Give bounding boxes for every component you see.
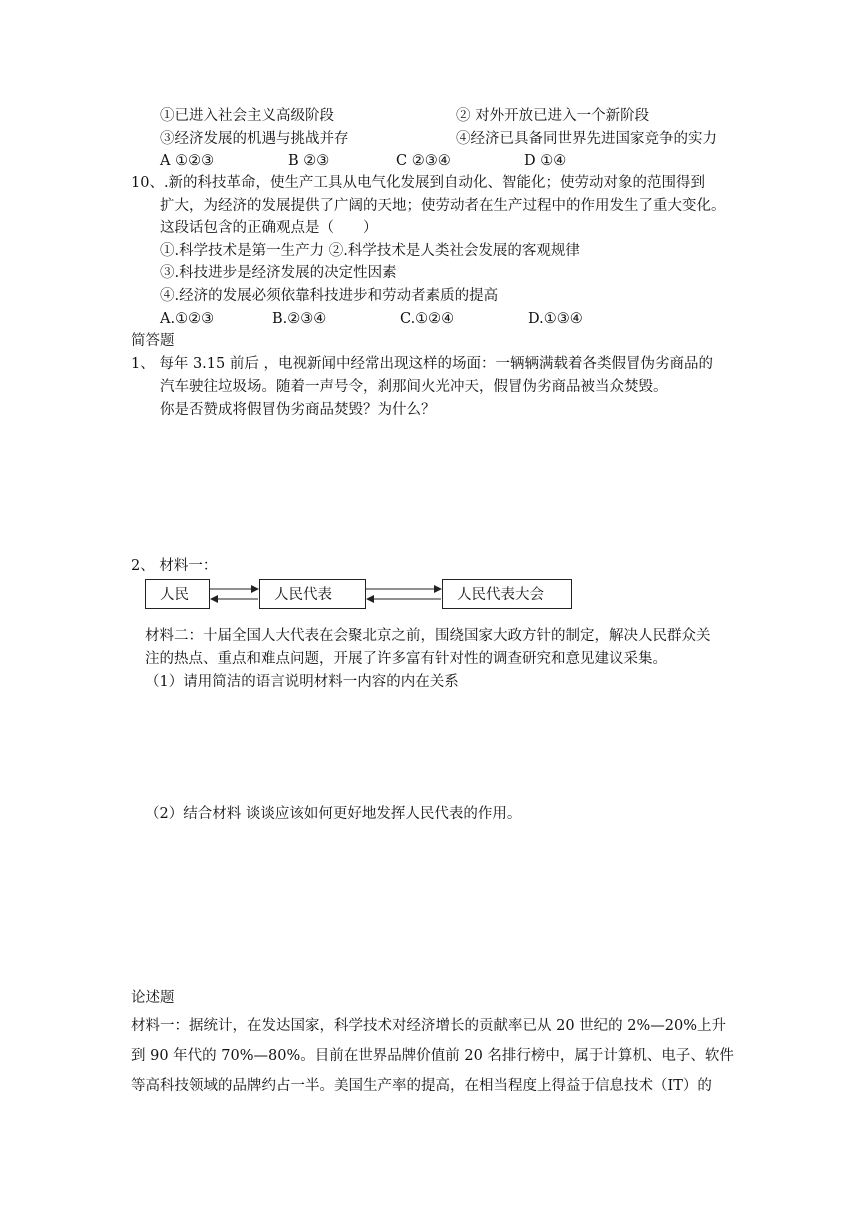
q10-option-3: ③.科技进步是经济发展的决定性因素 (160, 265, 397, 281)
sa-q2-material-2-line-2: 注的热点、重点和难点问题，开展了许多富有针对性的调查研究和意见建议采集。 (145, 651, 667, 667)
diagram-box-people: 人民 (145, 579, 210, 609)
sa-q2-sub-question-2: （2）结合材料 谈谈应该如何更好地发挥人民代表的作用。 (145, 806, 522, 822)
q9-choice-c: C ②③④ (396, 153, 451, 169)
diagram-box-congress: 人民代表大会 (442, 579, 572, 609)
q10-stem-line-1: 10、.新的科技革命，使生产工具从电气化发展到自动化、智能化；使劳动对象的范围得到 (131, 175, 706, 191)
q9-choice-b: B ②③ (288, 153, 330, 169)
essay-heading: 论述题 (131, 990, 175, 1006)
essay-material-line-2: 到 90 年代的 70%—80%。目前在世界品牌价值前 20 名排行榜中，属于计算机、电子、软件 (131, 1048, 734, 1064)
sa-q1-line-2: 汽车驶往垃圾场。随着一声号令，刹那间火光冲天，假冒伪劣商品被当众焚毁。 (160, 379, 668, 395)
q9-option-1: ①已进入社会主义高级阶段 (160, 108, 334, 124)
sa-q1-line-3: 你是否赞成将假冒伪劣商品焚毁？为什么？ (160, 402, 436, 418)
essay-material-line-3: 等高科技领域的品牌约占一半。美国生产率的提高，在相当程度上得益于信息技术（IT）的 (131, 1078, 712, 1094)
q10-stem-line-2: 扩大，为经济的发展提供了广阔的天地；使劳动者在生产过程中的作用发生了重大变化。 (160, 198, 726, 214)
essay-material-line-1: 材料一：据统计，在发达国家，科学技术对经济增长的贡献率已从 20 世纪的 2%—20%上升 (131, 1018, 727, 1034)
q10-choice-b: B.②③④ (272, 311, 327, 327)
q9-choice-d: D ①④ (524, 153, 567, 169)
q9-option-4: ④经济已具备同世界先进国家竞争的实力 (456, 131, 717, 147)
q10-option-1-2: ①.科学技术是第一生产力 ②.科学技术是人类社会发展的客观规律 (160, 243, 580, 259)
q10-choice-a: A.①②③ (160, 311, 215, 327)
q9-option-3: ③经济发展的机遇与挑战并存 (160, 131, 349, 147)
sa-q2-sub-question-1: （1）请用简洁的语言说明材料一内容的内在关系 (145, 674, 459, 690)
q10-option-4: ④.经济的发展必须依靠科技进步和劳动者素质的提高 (160, 288, 499, 304)
sa-q2-label: 2、 材料一： (131, 558, 218, 574)
q10-choice-d: D.①③④ (528, 311, 583, 327)
q9-option-2: ② 对外开放已进入一个新阶段 (456, 108, 650, 124)
q9-choice-a: A ①②③ (160, 153, 215, 169)
short-answer-heading: 简答题 (131, 333, 175, 349)
sa-q1-line-1: 1、 每年 3.15 前后 ，电视新闻中经常出现这样的场面：一辆辆满载着各类假冒伪劣商品的 (131, 356, 713, 372)
sa-q2-material-2-line-1: 材料二：十届全国人大代表在会聚北京之前，围绕国家大政方针的制定，解决人民群众关 (145, 628, 711, 644)
diagram-box-representatives: 人民代表 (259, 579, 366, 609)
q10-stem-line-3: 这段话包含的正确观点是（ ） (160, 220, 378, 236)
q10-choice-c: C.①②④ (400, 311, 455, 327)
